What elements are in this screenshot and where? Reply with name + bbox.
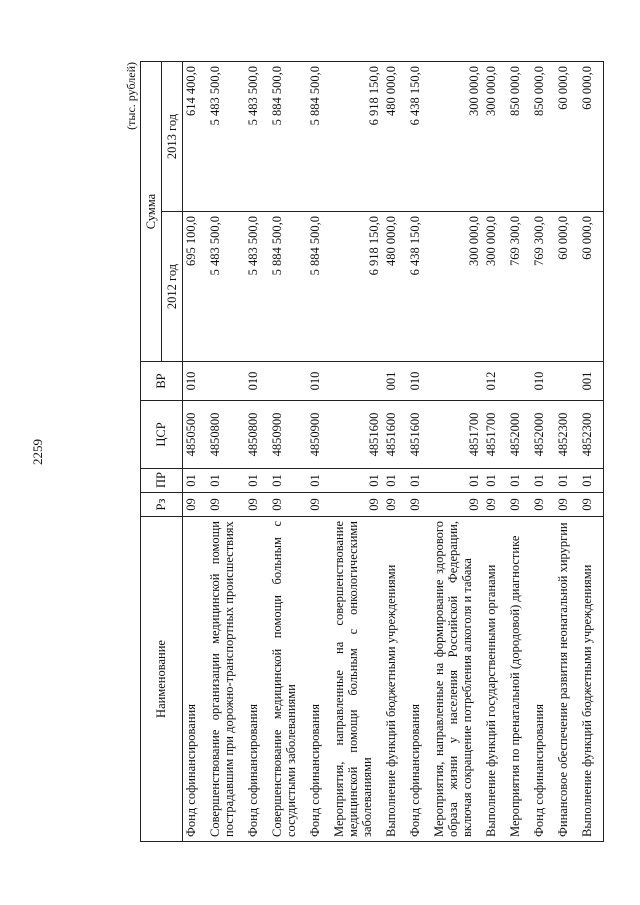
row-pr: 01: [331, 469, 383, 493]
row-name: Мероприятия, направленные на формирование здорового образа жизни у населения Российской Федерации, включая сокращение потребления алкоголя и табака: [431, 517, 483, 842]
row-vr: 010: [407, 362, 431, 401]
row-sum-2012: 5 483 500,0: [207, 212, 245, 362]
row-rz: 09: [269, 493, 307, 517]
table-row: [531, 62, 555, 842]
row-name: Выполнение функций бюджетными учреждениями: [579, 517, 604, 842]
row-vr: [431, 362, 483, 401]
row-vr: 001: [383, 362, 407, 401]
row-vr: 010: [531, 362, 555, 401]
row-name: Совершенствование организации медицинской помощи пострадавшим при дорожно-транспортных происшествиях: [207, 517, 245, 842]
header-csr: ЦСР: [141, 401, 183, 469]
row-sum-2013: 300 000,0: [431, 62, 483, 212]
table-row: [431, 62, 483, 842]
row-sum-2013: 5 483 500,0: [207, 62, 245, 212]
row-rz: 09: [307, 493, 331, 517]
row-sum-2012: 5 884 500,0: [269, 212, 307, 362]
row-sum-2013: 480 000,0: [383, 62, 407, 212]
row-vr: [331, 362, 383, 401]
row-name: Мероприятия по пренатальной (дородовой) диагностике: [507, 517, 531, 842]
row-sum-2012: 300 000,0: [431, 212, 483, 362]
row-pr: 01: [431, 469, 483, 493]
row-sum-2012: 695 100,0: [183, 212, 208, 362]
table-row: [407, 62, 431, 842]
row-sum-2012: 6 918 150,0: [331, 212, 383, 362]
table-row: [269, 62, 307, 842]
row-csr: 4852300: [555, 401, 579, 469]
units-note: (тыс. рублей): [124, 62, 138, 130]
row-csr: 4850800: [207, 401, 245, 469]
row-name: Фонд софинансирования: [531, 517, 555, 842]
row-rz: 09: [531, 493, 555, 517]
row-rz: 09: [579, 493, 604, 517]
row-sum-2013: 5 483 500,0: [245, 62, 269, 212]
row-rz: 09: [483, 493, 507, 517]
row-sum-2012: 480 000,0: [383, 212, 407, 362]
budget-table: [140, 61, 604, 842]
header-year-2012: 2012 год: [162, 212, 183, 362]
row-sum-2012: 60 000,0: [555, 212, 579, 362]
row-rz: 09: [555, 493, 579, 517]
row-sum-2013: 614 400,0: [183, 62, 208, 212]
row-sum-2012: 769 300,0: [531, 212, 555, 362]
row-pr: 01: [183, 469, 208, 493]
table-row: [579, 62, 604, 842]
table-row: [383, 62, 407, 842]
header-sum: Сумма: [141, 62, 162, 362]
row-vr: 010: [245, 362, 269, 401]
row-sum-2013: 60 000,0: [555, 62, 579, 212]
row-csr: 4851700: [483, 401, 507, 469]
row-sum-2012: 6 438 150,0: [407, 212, 431, 362]
row-vr: 001: [579, 362, 604, 401]
row-sum-2013: 60 000,0: [579, 62, 604, 212]
row-csr: 4851600: [383, 401, 407, 469]
table-row: [507, 62, 531, 842]
row-pr: 01: [531, 469, 555, 493]
header-name: Наименование: [141, 517, 183, 842]
row-name: Совершенствование медицинской помощи больным с сосудистыми заболеваниями: [269, 517, 307, 842]
row-vr: [207, 362, 245, 401]
row-pr: 01: [579, 469, 604, 493]
row-csr: 4850800: [245, 401, 269, 469]
row-csr: 4850500: [183, 401, 208, 469]
row-sum-2013: 6 438 150,0: [407, 62, 431, 212]
row-name: Фонд софинансирования: [407, 517, 431, 842]
row-sum-2013: 850 000,0: [531, 62, 555, 212]
row-csr: 4852000: [531, 401, 555, 469]
table-row: [207, 62, 245, 842]
row-sum-2012: 5 884 500,0: [307, 212, 331, 362]
row-vr: 012: [483, 362, 507, 401]
table-row: [483, 62, 507, 842]
row-csr: 4851700: [431, 401, 483, 469]
row-rz: 09: [507, 493, 531, 517]
row-rz: 09: [331, 493, 383, 517]
row-csr: 4851600: [331, 401, 383, 469]
page-number: 2259: [30, 439, 45, 465]
row-csr: 4850900: [307, 401, 331, 469]
row-csr: 4851600: [407, 401, 431, 469]
row-sum-2012: 5 483 500,0: [245, 212, 269, 362]
table-row: [183, 62, 208, 842]
row-pr: 01: [407, 469, 431, 493]
table-row: [307, 62, 331, 842]
row-pr: 01: [483, 469, 507, 493]
row-pr: 01: [207, 469, 245, 493]
row-rz: 09: [431, 493, 483, 517]
header-pr: ПР: [141, 469, 183, 493]
rotated-table-area: [124, 62, 594, 842]
row-name: Фонд софинансирования: [245, 517, 269, 842]
row-rz: 09: [207, 493, 245, 517]
row-vr: 010: [307, 362, 331, 401]
header-rz: Рз: [141, 493, 183, 517]
row-vr: 010: [183, 362, 208, 401]
row-name: Финансовое обеспечение развития неонатальной хирургии: [555, 517, 579, 842]
row-sum-2012: 769 300,0: [507, 212, 531, 362]
row-pr: 01: [245, 469, 269, 493]
header-vr: ВР: [141, 362, 183, 401]
row-name: Мероприятия, направленные на совершенствование медицинской помощи больным с онкологическими заболеваниями: [331, 517, 383, 842]
row-rz: 09: [183, 493, 208, 517]
row-name: Фонд софинансирования: [307, 517, 331, 842]
table-row: [245, 62, 269, 842]
row-rz: 09: [407, 493, 431, 517]
row-sum-2012: 300 000,0: [483, 212, 507, 362]
row-rz: 09: [383, 493, 407, 517]
row-rz: 09: [245, 493, 269, 517]
row-pr: 01: [307, 469, 331, 493]
row-sum-2012: 60 000,0: [579, 212, 604, 362]
row-vr: [269, 362, 307, 401]
row-sum-2013: 850 000,0: [507, 62, 531, 212]
row-csr: 4852300: [579, 401, 604, 469]
table-row: [555, 62, 579, 842]
table-row: [331, 62, 383, 842]
row-pr: 01: [555, 469, 579, 493]
row-name: Выполнение функций бюджетными учреждениями: [383, 517, 407, 842]
row-vr: [555, 362, 579, 401]
row-csr: 4850900: [269, 401, 307, 469]
row-pr: 01: [507, 469, 531, 493]
header-year-2013: 2013 год: [162, 62, 183, 212]
table-body: [183, 62, 604, 842]
row-pr: 01: [269, 469, 307, 493]
row-csr: 4852000: [507, 401, 531, 469]
row-name: Фонд софинансирования: [183, 517, 208, 842]
row-pr: 01: [383, 469, 407, 493]
row-sum-2013: 5 884 500,0: [269, 62, 307, 212]
row-vr: [507, 362, 531, 401]
row-sum-2013: 5 884 500,0: [307, 62, 331, 212]
row-sum-2013: 6 918 150,0: [331, 62, 383, 212]
row-name: Выполнение функций государственными органами: [483, 517, 507, 842]
table-header: [141, 62, 183, 842]
row-sum-2013: 300 000,0: [483, 62, 507, 212]
